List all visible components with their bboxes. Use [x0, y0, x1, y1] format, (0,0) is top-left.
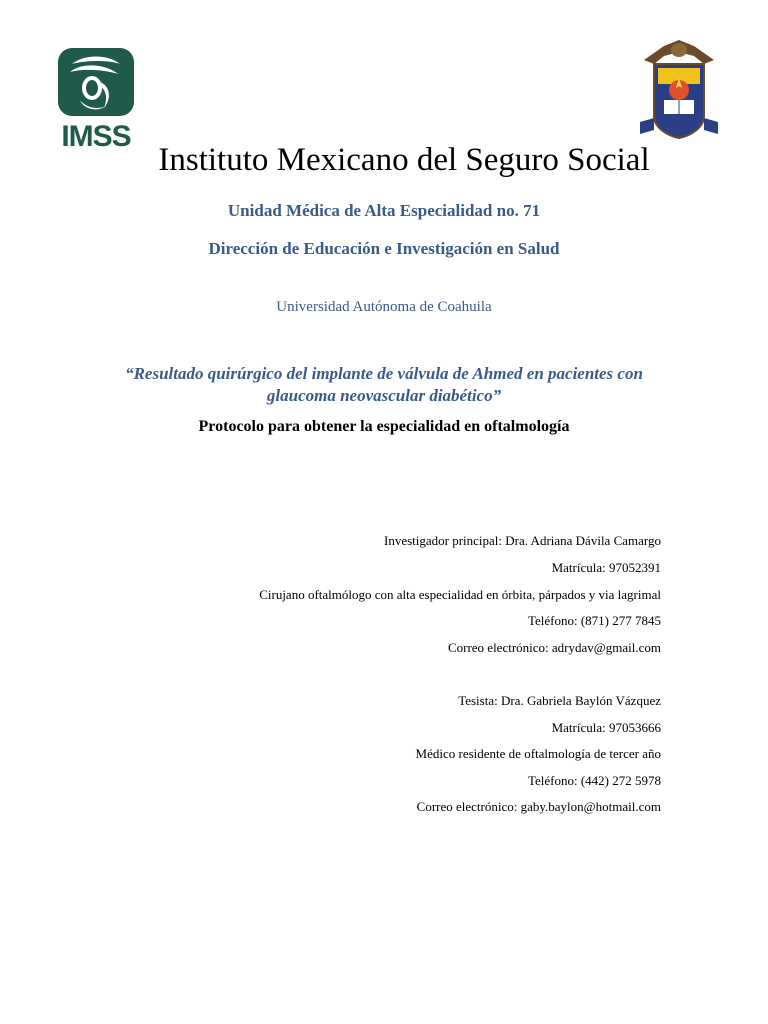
direction-subtitle: Dirección de Educación e Investigación en Salud	[208, 239, 560, 258]
imss-eagle-mother-child-icon	[56, 46, 136, 118]
thesis-phone: Teléfono: (442) 272 5978	[527, 773, 661, 788]
university-name: Universidad Autónoma de Coahuila	[276, 299, 492, 315]
protocol-heading: Protocolo para obtener la especialidad en oftalmología	[198, 418, 570, 435]
imss-logo-text: IMSS	[61, 120, 131, 153]
investigator-name: Investigador principal: Dra. Adriana Dávila Camargo	[383, 533, 661, 548]
investigator-email: Correo electrónico: adrydav@gmail.com	[447, 640, 661, 655]
thesis-matricula: Matrícula: 97053666	[551, 720, 661, 735]
university-coahuila-crest-icon	[634, 38, 724, 142]
thesis-role: Médico residente de oftalmología de tercer año	[415, 746, 661, 761]
investigator-role: Cirujano oftalmólogo con alta especialidad en órbita, párpados y via lagrimal	[259, 587, 661, 602]
university-crest	[634, 38, 724, 142]
investigator-matricula: Matrícula: 97052391	[551, 560, 661, 575]
thesis-email: Correo electrónico: gaby.baylon@hotmail.com	[416, 799, 661, 814]
investigator-phone: Teléfono: (871) 277 7845	[527, 613, 661, 628]
thesis-name: Tesista: Dra. Gabriela Baylón Vázquez	[458, 693, 661, 708]
study-title: “Resultado quirúrgico del implante de válvula de Ahmed en pacientes con glaucoma neovascular diabético”	[125, 364, 643, 405]
page-title: Instituto Mexicano del Seguro Social	[158, 142, 650, 178]
imss-logo	[56, 46, 136, 152]
unit-subtitle: Unidad Médica de Alta Especialidad no. 71	[227, 201, 541, 220]
